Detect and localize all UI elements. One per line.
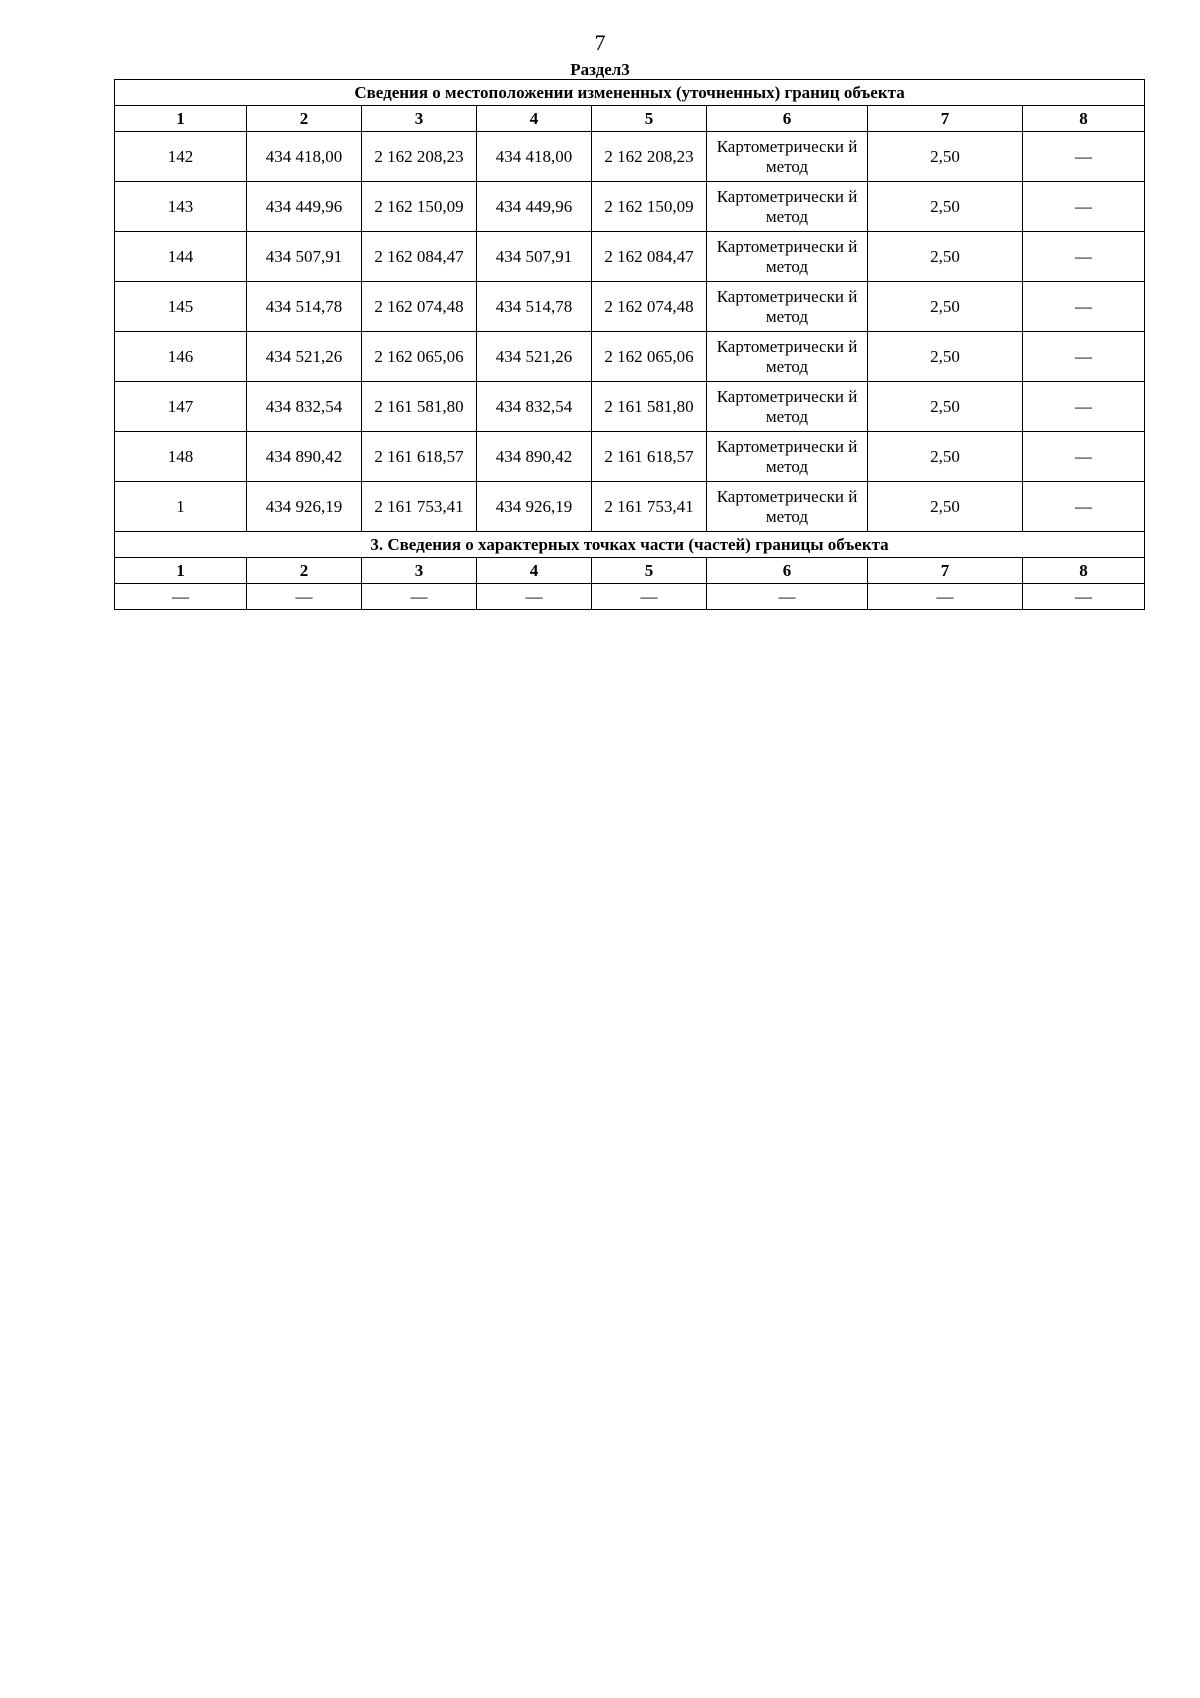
table-header-cell: 1 (115, 106, 247, 132)
table-header-cell: 7 (868, 106, 1023, 132)
table-header-cell: 2 (247, 106, 362, 132)
table-row (115, 182, 1145, 232)
table-cell: 434 418,00 (247, 132, 362, 182)
table-cell: — (1023, 182, 1145, 232)
table-cell: Картометрически й метод (707, 282, 868, 332)
table-cell: 2 162 150,09 (592, 182, 707, 232)
part-table-header-cell: 8 (1023, 558, 1145, 584)
table-cell: Картометрически й метод (707, 132, 868, 182)
table-cell: 434 521,26 (477, 332, 592, 382)
section-title: Раздел3 (570, 60, 630, 79)
table-cell: 2,50 (868, 232, 1023, 282)
table-cell: 145 (115, 282, 247, 332)
table-cell: 2,50 (868, 282, 1023, 332)
table-row (115, 382, 1145, 432)
table-row (115, 282, 1145, 332)
table-cell: 2 162 074,48 (592, 282, 707, 332)
part-table-header-row (115, 558, 1145, 584)
table-cell: 142 (115, 132, 247, 182)
table-header-cell: 5 (592, 106, 707, 132)
part-table-cell: — (362, 584, 477, 610)
table-cell: 143 (115, 182, 247, 232)
table-cell: Картометрически й метод (707, 432, 868, 482)
table-row (115, 482, 1145, 532)
table-cell: 434 507,91 (247, 232, 362, 282)
table-cell: 2 161 618,57 (592, 432, 707, 482)
table-row (115, 332, 1145, 382)
part-table-cell: — (1023, 584, 1145, 610)
table-cell: 2,50 (868, 132, 1023, 182)
part-table-cell: — (868, 584, 1023, 610)
table-cell: 2 162 208,23 (362, 132, 477, 182)
table-row (115, 232, 1145, 282)
table-cell: Картометрически й метод (707, 382, 868, 432)
table-header-cell: 4 (477, 106, 592, 132)
table-cell: 2,50 (868, 182, 1023, 232)
table-cell: 147 (115, 382, 247, 432)
table-cell: 434 449,96 (477, 182, 592, 232)
page-number: 7 (594, 30, 606, 55)
table-cell: 2,50 (868, 432, 1023, 482)
part-table-cell: — (592, 584, 707, 610)
part-table-header-cell: 7 (868, 558, 1023, 584)
table-cell: — (1023, 332, 1145, 382)
table-header-cell: 3 (362, 106, 477, 132)
table-cell: 434 832,54 (247, 382, 362, 432)
table-cell: 2 162 065,06 (592, 332, 707, 382)
table-cell: 2,50 (868, 482, 1023, 532)
table-header-cell: 8 (1023, 106, 1145, 132)
table-cell: 2 162 084,47 (592, 232, 707, 282)
table-cell: Картометрически й метод (707, 482, 868, 532)
part-table-row (115, 584, 1145, 610)
table-header-row (115, 106, 1145, 132)
table-cell: 434 418,00 (477, 132, 592, 182)
table-cell: 434 514,78 (477, 282, 592, 332)
part-table-header-cell: 1 (115, 558, 247, 584)
table-cell: 2 162 065,06 (362, 332, 477, 382)
table-cell: 146 (115, 332, 247, 382)
table-cell: 2 161 753,41 (362, 482, 477, 532)
table-cell: Картометрически й метод (707, 332, 868, 382)
table-cell: 2 161 618,57 (362, 432, 477, 482)
table-cell: 434 521,26 (247, 332, 362, 382)
table-cell: 2 161 581,80 (592, 382, 707, 432)
table-cell: 2,50 (868, 382, 1023, 432)
part-table-header-cell: 4 (477, 558, 592, 584)
table-cell: 434 449,96 (247, 182, 362, 232)
table-cell: 434 926,19 (477, 482, 592, 532)
table-cell: 434 890,42 (477, 432, 592, 482)
table-cell: 2 162 150,09 (362, 182, 477, 232)
table-cell: — (1023, 482, 1145, 532)
part-table-caption: 3. Сведения о характерных точках части (частей) границы объекта (115, 532, 1145, 558)
table-cell: 1 (115, 482, 247, 532)
table-cell: Картометрически й метод (707, 232, 868, 282)
part-table-header-cell: 5 (592, 558, 707, 584)
table-cell: 144 (115, 232, 247, 282)
table-cell: 2 162 084,47 (362, 232, 477, 282)
table-cell: 2,50 (868, 332, 1023, 382)
table-cell: Картометрически й метод (707, 182, 868, 232)
table-cell: 434 514,78 (247, 282, 362, 332)
table-cell: — (1023, 382, 1145, 432)
part-table-cell: — (477, 584, 592, 610)
table-cell: 434 507,91 (477, 232, 592, 282)
table-row (115, 432, 1145, 482)
table-cell: 434 832,54 (477, 382, 592, 432)
table-row (115, 132, 1145, 182)
table-cell: 2 161 753,41 (592, 482, 707, 532)
part-table-header-cell: 6 (707, 558, 868, 584)
table-cell: — (1023, 132, 1145, 182)
part-table-cell: — (247, 584, 362, 610)
boundary-table (114, 79, 1145, 610)
part-table-header-cell: 3 (362, 558, 477, 584)
table-cell: — (1023, 282, 1145, 332)
part-table-header-cell: 2 (247, 558, 362, 584)
table-cell: — (1023, 232, 1145, 282)
part-table-cell: — (115, 584, 247, 610)
part-table-cell: — (707, 584, 868, 610)
table-cell: 434 890,42 (247, 432, 362, 482)
table-header-cell: 6 (707, 106, 868, 132)
table-cell: 2 162 074,48 (362, 282, 477, 332)
table-cell: 434 926,19 (247, 482, 362, 532)
table-caption: Сведения о местоположении измененных (уточненных) границ объекта (115, 80, 1145, 106)
table-cell: 2 161 581,80 (362, 382, 477, 432)
table-cell: 2 162 208,23 (592, 132, 707, 182)
table-cell: 148 (115, 432, 247, 482)
table-cell: — (1023, 432, 1145, 482)
